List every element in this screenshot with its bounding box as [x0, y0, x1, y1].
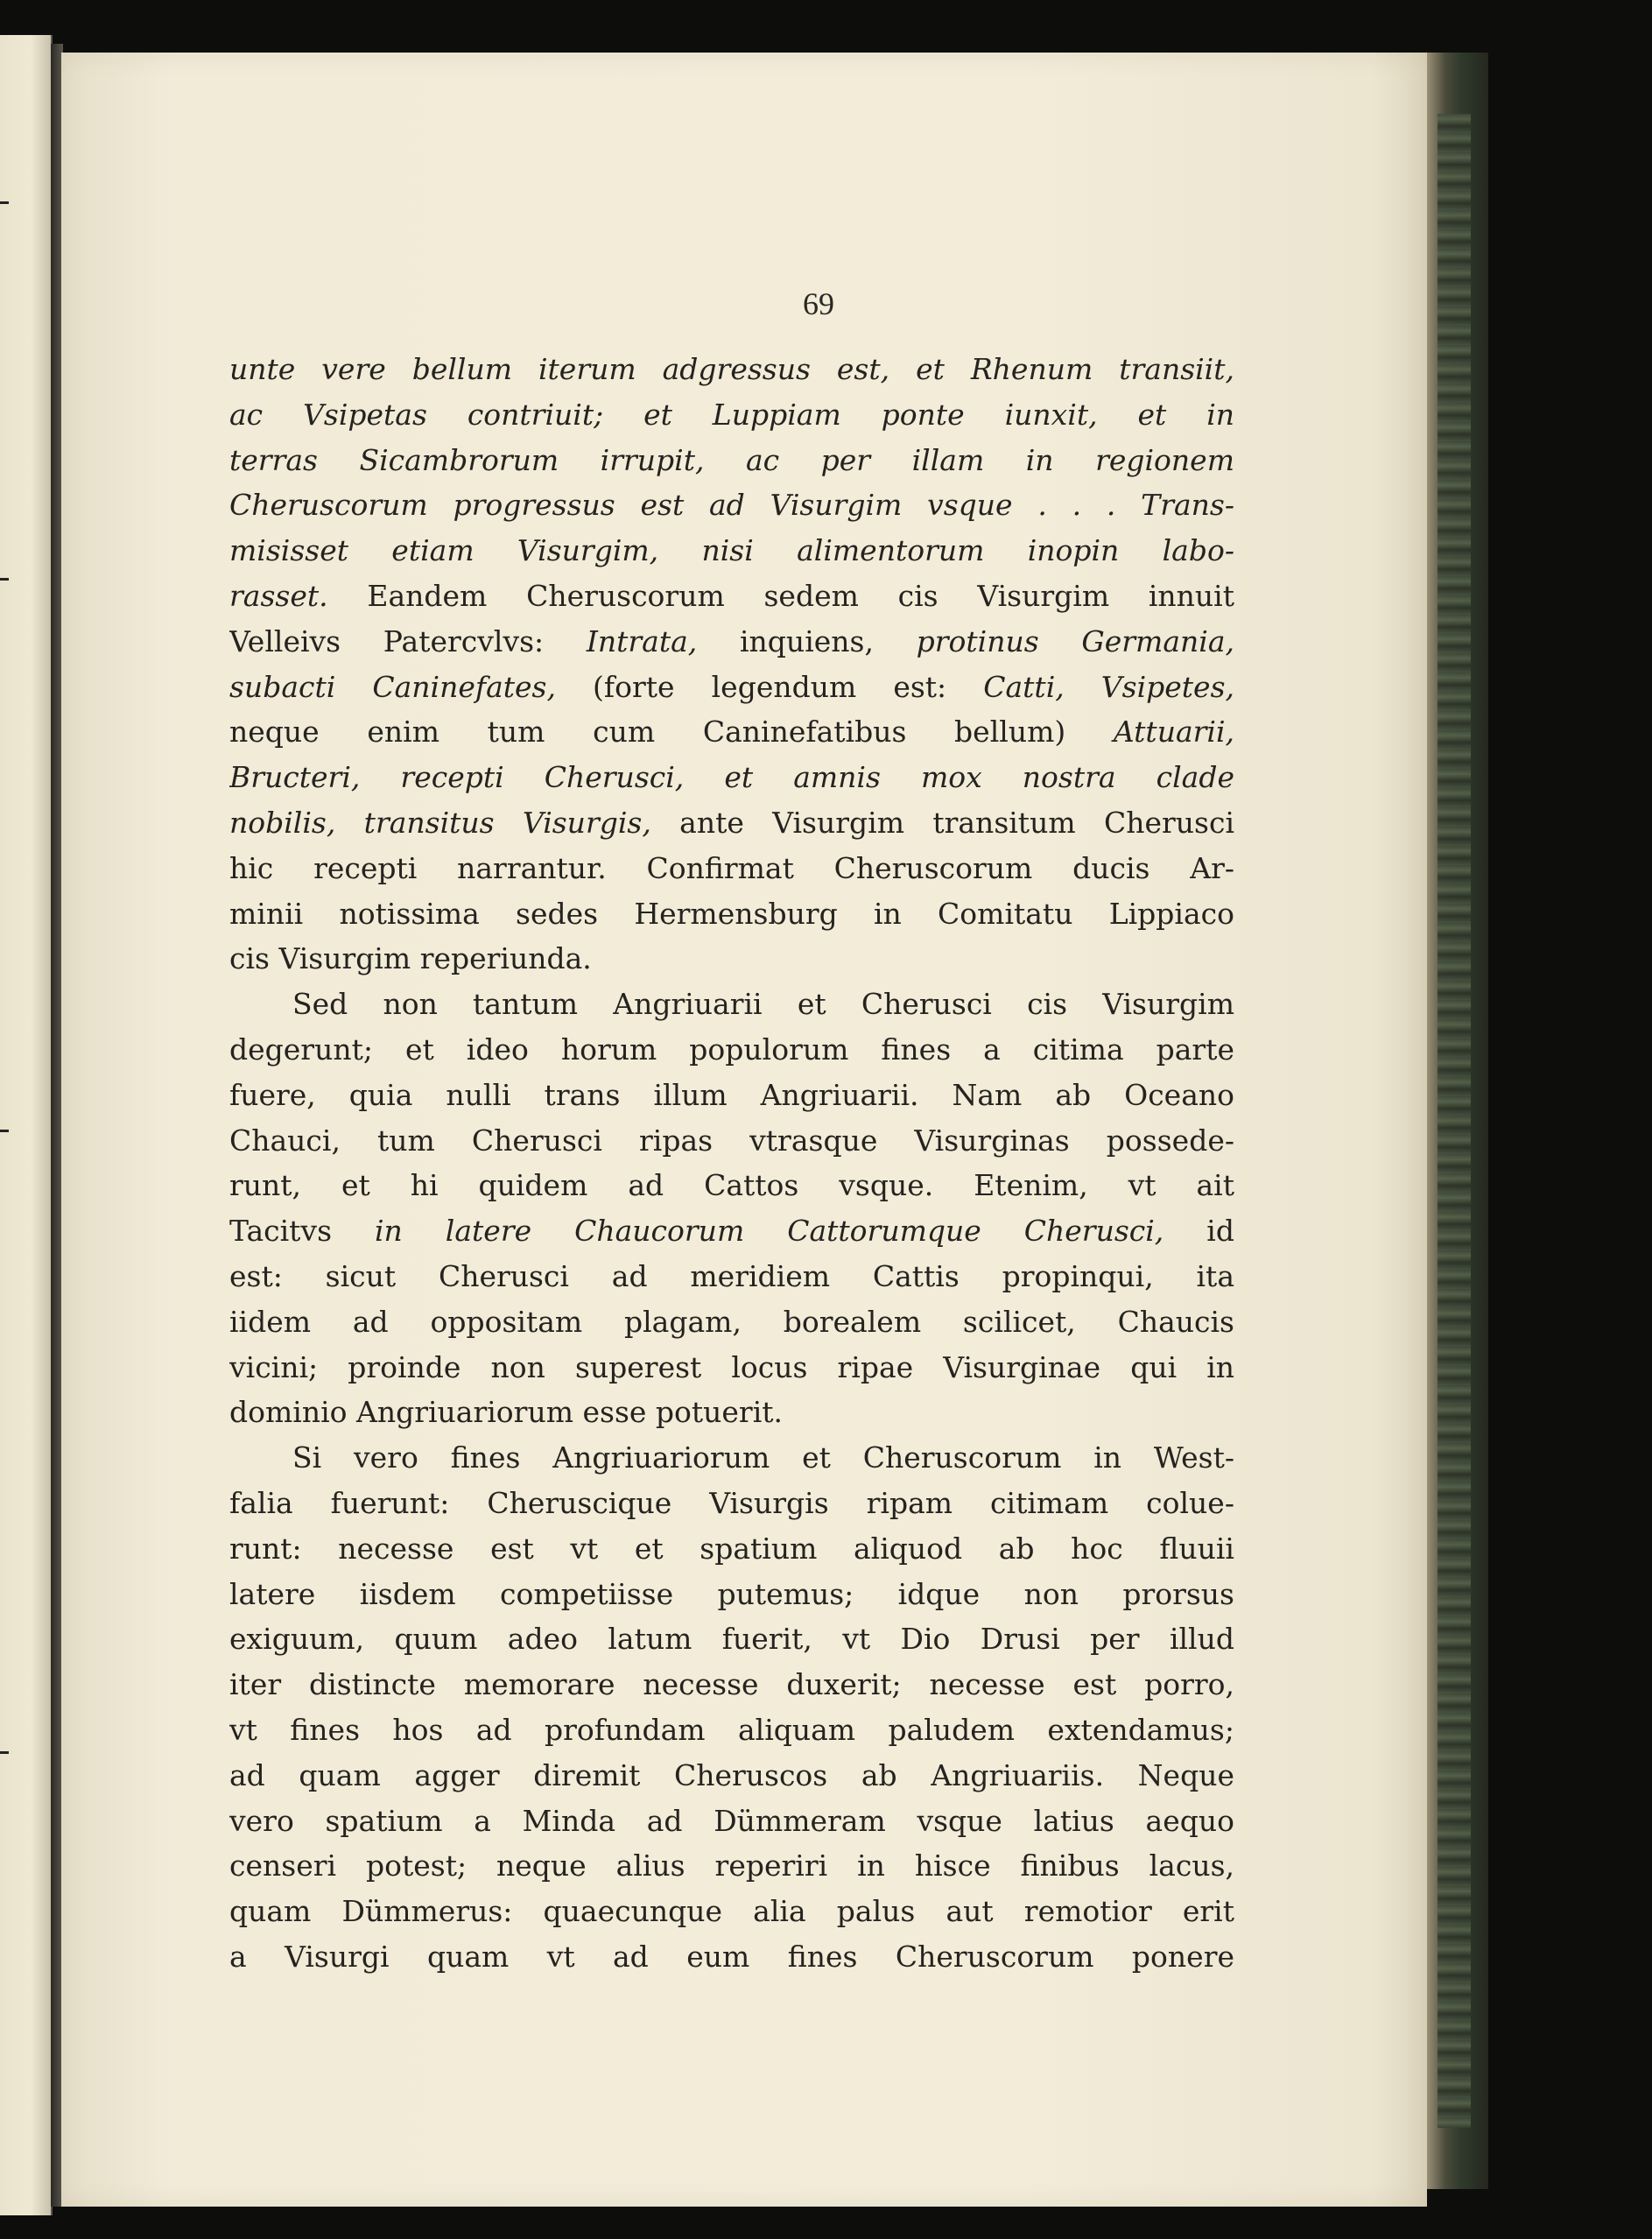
text-segment: vt fines hos ad profundam aliquam paludem extendamus; [229, 1712, 1234, 1747]
text-segment: ad quam agger diremit Cheruscos ab Angriuariis. Neque [229, 1757, 1234, 1792]
italic-text-segment: nobilis, transitus Visurgis, [229, 805, 651, 840]
margin-mark [0, 578, 9, 581]
text-line [229, 891, 1234, 937]
text-line [229, 1707, 1234, 1753]
binding-spine-texture [1438, 114, 1471, 2128]
text-line [229, 1435, 1234, 1481]
italic-text-segment: unte vere bellum iterum adgressus est, et Rhenum transiit, [229, 352, 1234, 386]
text-line [229, 982, 1234, 1027]
text-segment: Sed non tantum Angriuarii et Cherusci cis Visurgim [292, 987, 1234, 1022]
text-segment: latere iisdem competiisse putemus; idque non prorsus [229, 1576, 1234, 1611]
book-page [61, 53, 1427, 2207]
text-line [229, 482, 1234, 528]
text-line [229, 1299, 1234, 1345]
italic-text-segment: misisset etiam Visurgim, nisi alimentorum inopin labo- [229, 533, 1234, 568]
text-segment: est: sicut Cherusci ad meridiem Cattis propinqui, ita [229, 1258, 1234, 1293]
text-line [229, 936, 1234, 982]
text-segment: Si vero fines Angriuariorum et Cheruscorum in West- [292, 1440, 1234, 1475]
text-segment: ante Visurgim transitum Cherusci [650, 805, 1234, 840]
text-segment: Eandem Cheruscorum sedem cis Visurgim innuit [327, 578, 1234, 613]
text-segment: iidem ad oppositam plagam, borealem scilicet, Chaucis [229, 1304, 1234, 1339]
text-segment: Chauci, tum Cherusci ripas vtrasque Visurginas possede- [229, 1123, 1234, 1158]
text-line [229, 1572, 1234, 1617]
italic-text-segment: ac Vsipetas contriuit; et Luppiam ponte iunxit, et in [229, 397, 1234, 432]
text-line [229, 1073, 1234, 1118]
text-line [229, 800, 1234, 846]
facing-page-edge [0, 35, 53, 2215]
text-segment: degerunt; et ideo horum populorum fines a citima parte [229, 1031, 1234, 1067]
text-segment: a Visurgi quam vt ad eum fines Cheruscorum ponere [229, 1939, 1234, 1974]
italic-text-segment: subacti Caninefates, [229, 669, 556, 704]
text-line [229, 1753, 1234, 1799]
text-line [229, 347, 1234, 392]
text-segment: dominio Angriuariorum esse potuerit. [229, 1395, 784, 1430]
italic-text-segment: Attuarii, [1113, 715, 1234, 750]
text-segment: exiguum, quum adeo latum fuerit, vt Dio Drusi per illud [229, 1622, 1234, 1657]
text-line [229, 1481, 1234, 1526]
text-line [229, 755, 1234, 800]
text-line [229, 528, 1234, 574]
margin-mark [0, 201, 9, 204]
italic-text-segment: Catti, Vsipetes, [983, 669, 1234, 704]
text-line [229, 1889, 1234, 1934]
text-segment: runt: necesse est vt et spatium aliquod ab hoc fluuii [229, 1531, 1234, 1566]
text-segment: neque enim tum cum Caninefatibus bellum) [229, 715, 1114, 750]
italic-text-segment: Bructeri, recepti Cherusci, et amnis mox nostra clade [229, 760, 1234, 795]
italic-text-segment: in latere Chaucorum Cattorumque Cherusci, [375, 1214, 1164, 1249]
text-segment: (forte legendum est: [555, 669, 984, 704]
italic-text-segment: Cheruscorum progressus est ad Visurgim vsque . . . Trans- [229, 488, 1234, 523]
margin-mark [0, 1751, 9, 1754]
text-line [229, 709, 1234, 755]
text-segment: vero spatium a Minda ad Dümmeram vsque latius aequo [229, 1803, 1234, 1838]
text-line [229, 1843, 1234, 1889]
margin-mark [0, 1130, 9, 1132]
text-line [229, 1345, 1234, 1391]
text-line [229, 1526, 1234, 1572]
text-line [229, 619, 1234, 665]
text-segment: Velleivs Patercvlvs: [229, 623, 587, 658]
italic-text-segment: protinus Germania, [916, 623, 1234, 658]
text-line [229, 1163, 1234, 1208]
text-segment: falia fuerunt: Cheruscique Visurgis ripam citimam colue- [229, 1485, 1234, 1520]
text-segment: hic recepti narrantur. Confirmat Cheruscorum ducis Ar- [229, 850, 1234, 885]
text-segment: fuere, quia nulli trans illum Angriuarii. Nam ab Oceano [229, 1077, 1234, 1112]
text-line [229, 1254, 1234, 1299]
page-number: 69 [803, 286, 834, 321]
text-line [229, 1616, 1234, 1662]
text-segment: iter distincte memorare necesse duxerit; necesse est porro, [229, 1667, 1234, 1702]
text-line [229, 1390, 1234, 1435]
italic-text-segment: rasset. [229, 578, 328, 613]
text-line [229, 1662, 1234, 1707]
text-line [229, 1208, 1234, 1254]
italic-text-segment: terras Sicambrorum irrupit, ac per illam in regionem [229, 442, 1234, 477]
text-line [229, 665, 1234, 710]
text-segment: minii notissima sedes Hermensburg in Comitatu Lippiaco [229, 896, 1234, 931]
text-segment: id [1163, 1214, 1234, 1249]
text-segment: quam Dümmerus: quaecunque alia palus aut remotior erit [229, 1894, 1234, 1929]
text-line [229, 438, 1234, 483]
text-segment: runt, et hi quidem ad Cattos vsque. Etenim, vt ait [229, 1168, 1234, 1203]
text-segment: censeri potest; neque alius reperiri in hisce finibus lacus, [229, 1848, 1234, 1883]
text-line [229, 1118, 1234, 1164]
italic-text-segment: Intrata, [586, 623, 698, 658]
text-segment: inquiens, [697, 623, 917, 658]
text-line [229, 1799, 1234, 1844]
text-line [229, 392, 1234, 438]
text-segment: Tacitvs [229, 1214, 375, 1249]
body-text [229, 347, 1234, 1980]
text-segment: cis Visurgim reperiunda. [229, 941, 592, 976]
text-line [229, 574, 1234, 619]
text-line [229, 1934, 1234, 1980]
text-segment: vicini; proinde non superest locus ripae Visurginae qui in [229, 1349, 1234, 1384]
text-line [229, 1027, 1234, 1073]
text-line [229, 846, 1234, 891]
